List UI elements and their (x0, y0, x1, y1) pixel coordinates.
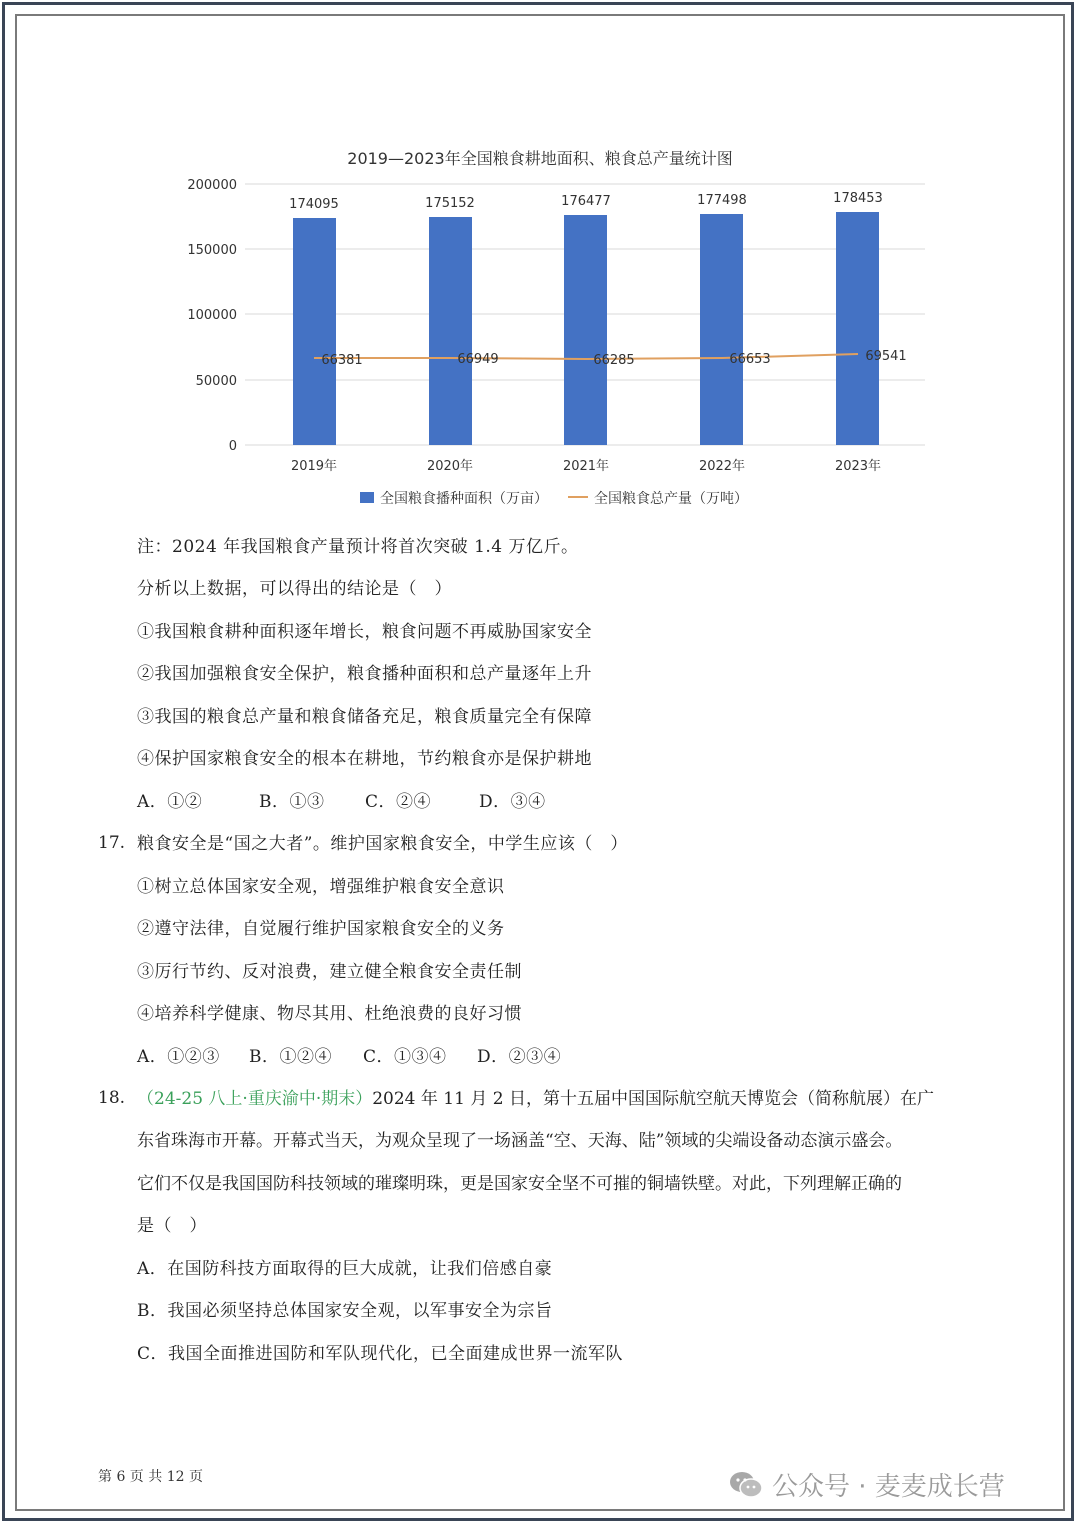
q18-line-2: 东省珠海市开幕。开幕式当天，为观众呈现了一场涵盖“空、天海、陆”领域的尖端设备动态演示盛会。 (137, 1131, 903, 1151)
q18-option-b[interactable]: B．我国必须坚持总体国家安全观，以军事安全为宗旨 (137, 1301, 553, 1321)
chart-title: 2019—2023年全国粮食耕地面积、粮食总产量统计图 (347, 149, 733, 168)
q17-option-d[interactable]: D．②③④ (477, 1047, 562, 1067)
q16-item-3: ③我国的粮食总产量和粮食储备充足，粮食质量完全有保障 (137, 707, 592, 727)
q17-item-4: ④培养科学健康、物尽其用、杜绝浪费的良好习惯 (137, 1004, 522, 1024)
line-label: 69541 (865, 349, 907, 364)
q17-item-2: ②遵守法律，自觉履行维护国家粮食安全的义务 (137, 919, 505, 939)
q18-option-a[interactable]: A．在国防科技方面取得的巨大成就，让我们倍感自豪 (137, 1259, 553, 1279)
y-tick: 100000 (187, 308, 237, 323)
q16-item-1: ①我国粮食耕种面积逐年增长，粮食问题不再威胁国家安全 (137, 622, 592, 642)
watermark (728, 1466, 1005, 1503)
bar-2021 (564, 215, 607, 445)
x-tick: 2023年 (834, 459, 882, 474)
line-label: 66949 (457, 352, 499, 367)
q16-stem: 分析以上数据，可以得出的结论是（ ） (137, 579, 452, 599)
q18-option-c[interactable]: C．我国全面推进国防和军队现代化，已全面建成世界一流军队 (137, 1344, 624, 1364)
legend-line-label: 全国粮食总产量（万吨） (594, 491, 748, 507)
q17-item-3: ③厉行节约、反对浪费，建立健全粮食安全责任制 (137, 962, 522, 982)
y-tick: 50000 (195, 374, 237, 389)
x-tick: 2021年 (562, 459, 610, 474)
line-label: 66381 (321, 353, 363, 368)
q16-option-d[interactable]: D．③④ (479, 792, 546, 812)
legend-bar-label: 全国粮食播种面积（万亩） (380, 491, 548, 507)
q17-option-b[interactable]: B．①②④ (249, 1047, 332, 1067)
q16-option-c[interactable]: C．②④ (365, 792, 432, 812)
q16-option-a[interactable]: A．①② (137, 792, 203, 812)
q16-note: 注：2024 年我国粮食产量预计将首次突破 1.4 万亿斤。 (137, 537, 579, 557)
x-tick: 2020年 (426, 459, 474, 474)
bar-2022 (700, 214, 743, 445)
q16-options (137, 791, 546, 813)
q18-line-1 (137, 1088, 934, 1110)
watermark-text: 公众号 · 麦麦成长营 (772, 1472, 1005, 1502)
line-label: 66653 (729, 352, 771, 367)
q16-item-4: ④保护国家粮食安全的根本在耕地，节约粮食亦是保护耕地 (137, 749, 592, 769)
q17-stem: 粮食安全是“国之大者”。维护国家粮食安全，中学生应该（ ） (137, 834, 628, 854)
bar-2020 (429, 217, 472, 445)
bar-label: 174095 (289, 197, 339, 212)
bar-label: 175152 (425, 196, 475, 211)
q16-item-2: ②我国加强粮食安全保护，粮食播种面积和总产量逐年上升 (137, 664, 592, 684)
bar-2023 (836, 212, 879, 445)
line-label: 66285 (593, 353, 635, 368)
legend-bar-swatch (360, 492, 374, 503)
y-tick: 150000 (187, 243, 237, 258)
page-number: 第 6 页 共 12 页 (98, 1469, 203, 1485)
bar-line-chart (180, 170, 940, 520)
bar-label: 178453 (833, 191, 883, 206)
q18-line-3: 它们不仅是我国国防科技领域的璀璨明珠，更是国家安全坚不可摧的铜墙铁壁。对此，下列理解正确的 (137, 1174, 902, 1194)
q17-item-1: ①树立总体国家安全观，增强维护粮食安全意识 (137, 877, 505, 897)
bar-2019 (293, 218, 336, 445)
x-tick: 2019年 (290, 459, 338, 474)
q18-source: （24-25 八上·重庆渝中·期末） (137, 1089, 373, 1109)
x-tick: 2022年 (698, 459, 746, 474)
bar-label: 177498 (697, 193, 747, 208)
q17-option-a[interactable]: A．①②③ (137, 1047, 220, 1067)
q18-number: 18. (98, 1088, 126, 1108)
q17-options (137, 1046, 561, 1068)
q16-option-b[interactable]: B．①③ (259, 792, 325, 812)
q18-text-1: 2024 年 11 月 2 日，第十五届中国国际航空航天博览会（简称航展）在广 (372, 1089, 934, 1109)
y-tick: 200000 (187, 178, 237, 193)
q18-line-4: 是（ ） (137, 1216, 207, 1236)
wechat-icon (728, 1470, 764, 1500)
q17-option-c[interactable]: C．①③④ (363, 1047, 447, 1067)
q17-number: 17. (98, 833, 126, 853)
bar-label: 176477 (561, 194, 611, 209)
y-tick: 0 (228, 439, 237, 454)
